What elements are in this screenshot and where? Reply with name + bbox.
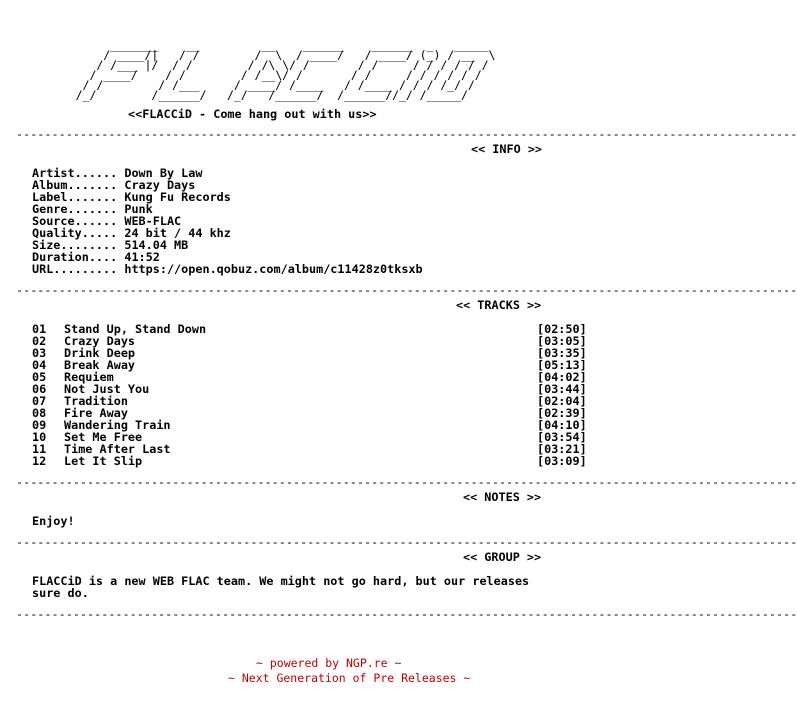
track-title: Crazy Days bbox=[64, 334, 136, 348]
track-number: 02 bbox=[32, 334, 47, 348]
track-duration: [03:21] bbox=[537, 442, 587, 456]
track-title: Requiem bbox=[64, 370, 114, 384]
info-label: Label....... bbox=[32, 190, 118, 204]
info-label: Genre....... bbox=[32, 202, 118, 216]
track-title: Stand Up, Stand Down bbox=[64, 322, 207, 336]
track-number: 10 bbox=[32, 430, 47, 444]
info-value: 24 bit / 44 khz bbox=[124, 226, 231, 240]
tracks-section-header: << TRACKS >> bbox=[456, 298, 542, 312]
info-value: Punk bbox=[124, 202, 153, 216]
track-number: 05 bbox=[32, 370, 47, 384]
info-label: URL......... bbox=[32, 262, 118, 276]
group-description-line-1: FLACCiD is a new WEB FLAC team. We might not go hard, but our releases bbox=[32, 574, 530, 588]
track-number: 12 bbox=[32, 454, 47, 468]
section-divider: -------------------------------------------------------------------------------------------------------------- bbox=[16, 607, 797, 621]
track-title: Set Me Free bbox=[64, 430, 143, 444]
track-duration: [02:39] bbox=[537, 406, 587, 420]
track-number: 08 bbox=[32, 406, 47, 420]
footer-tagline: ~ Next Generation of Pre Releases ~ bbox=[228, 671, 471, 685]
track-number: 06 bbox=[32, 382, 47, 396]
info-section-header: << INFO >> bbox=[471, 142, 543, 156]
track-title: Wandering Train bbox=[64, 418, 171, 432]
track-duration: [05:13] bbox=[537, 358, 587, 372]
track-title: Time After Last bbox=[64, 442, 171, 456]
section-divider: -------------------------------------------------------------------------------------------------------------- bbox=[16, 127, 797, 141]
section-divider: -------------------------------------------------------------------------------------------------------------- bbox=[16, 475, 797, 489]
track-title: Tradition bbox=[64, 394, 128, 408]
album-url-link[interactable]: https://open.qobuz.com/album/c11428z0tksxb bbox=[124, 262, 423, 276]
track-duration: [03:05] bbox=[537, 334, 587, 348]
info-label: Artist...... bbox=[32, 166, 118, 180]
tagline: <<FLACCiD - Come hang out with us>> bbox=[128, 107, 377, 121]
info-value: WEB-FLAC bbox=[124, 214, 182, 228]
info-value: Kung Fu Records bbox=[124, 190, 231, 204]
track-duration: [03:44] bbox=[537, 382, 587, 396]
info-value: Down By Law bbox=[124, 166, 203, 180]
track-number: 11 bbox=[32, 442, 47, 456]
section-divider: -------------------------------------------------------------------------------------------------------------- bbox=[16, 283, 797, 297]
track-number: 09 bbox=[32, 418, 47, 432]
track-duration: [04:10] bbox=[537, 418, 587, 432]
info-value: 514.04 MB bbox=[124, 238, 189, 252]
info-row-url bbox=[32, 263, 423, 275]
track-title: Not Just You bbox=[64, 382, 150, 396]
track-title: Drink Deep bbox=[64, 346, 136, 360]
track-duration: [03:54] bbox=[537, 430, 587, 444]
track-number: 03 bbox=[32, 346, 47, 360]
info-value: Crazy Days bbox=[124, 178, 196, 192]
flaccid-ascii-logo: _______ __ __ ______ ______ _ _____ / ____/| / / / \ / ____/ / ____/ (_) / __ \ / /___ |/ / / / /\ \/ / / / / / / / / / / ____/ / / / /__\/ / / / / / / / / / / / / /___ / ____/ /____ / /____ / / / /_/ / /_/ /______/ /_/ /______/ /______//_/ /_____/ bbox=[75, 37, 496, 102]
info-label: Duration.... bbox=[32, 250, 118, 264]
notes-text: Enjoy! bbox=[32, 514, 75, 528]
track-title: Break Away bbox=[64, 358, 136, 372]
track-title: Fire Away bbox=[64, 406, 128, 420]
footer-powered-by: ~ powered by NGP.re ~ bbox=[256, 656, 402, 670]
info-label: Album....... bbox=[32, 178, 118, 192]
info-label: Source...... bbox=[32, 214, 118, 228]
track-title: Let It Slip bbox=[64, 454, 143, 468]
track-duration: [02:04] bbox=[537, 394, 587, 408]
group-description-line-2: sure do. bbox=[32, 586, 89, 600]
track-duration: [02:50] bbox=[537, 322, 587, 336]
info-value: 41:52 bbox=[124, 250, 160, 264]
notes-section-header: << NOTES >> bbox=[463, 490, 542, 504]
track-duration: [04:02] bbox=[537, 370, 587, 384]
track-number: 01 bbox=[32, 322, 47, 336]
info-label: Quality..... bbox=[32, 226, 118, 240]
track-duration: [03:35] bbox=[537, 346, 587, 360]
track-number: 07 bbox=[32, 394, 47, 408]
info-label: Size........ bbox=[32, 238, 118, 252]
group-section-header: << GROUP >> bbox=[463, 550, 542, 564]
section-divider: -------------------------------------------------------------------------------------------------------------- bbox=[16, 535, 797, 549]
track-duration: [03:09] bbox=[537, 454, 587, 468]
track-number: 04 bbox=[32, 358, 47, 372]
track-list bbox=[32, 323, 602, 473]
